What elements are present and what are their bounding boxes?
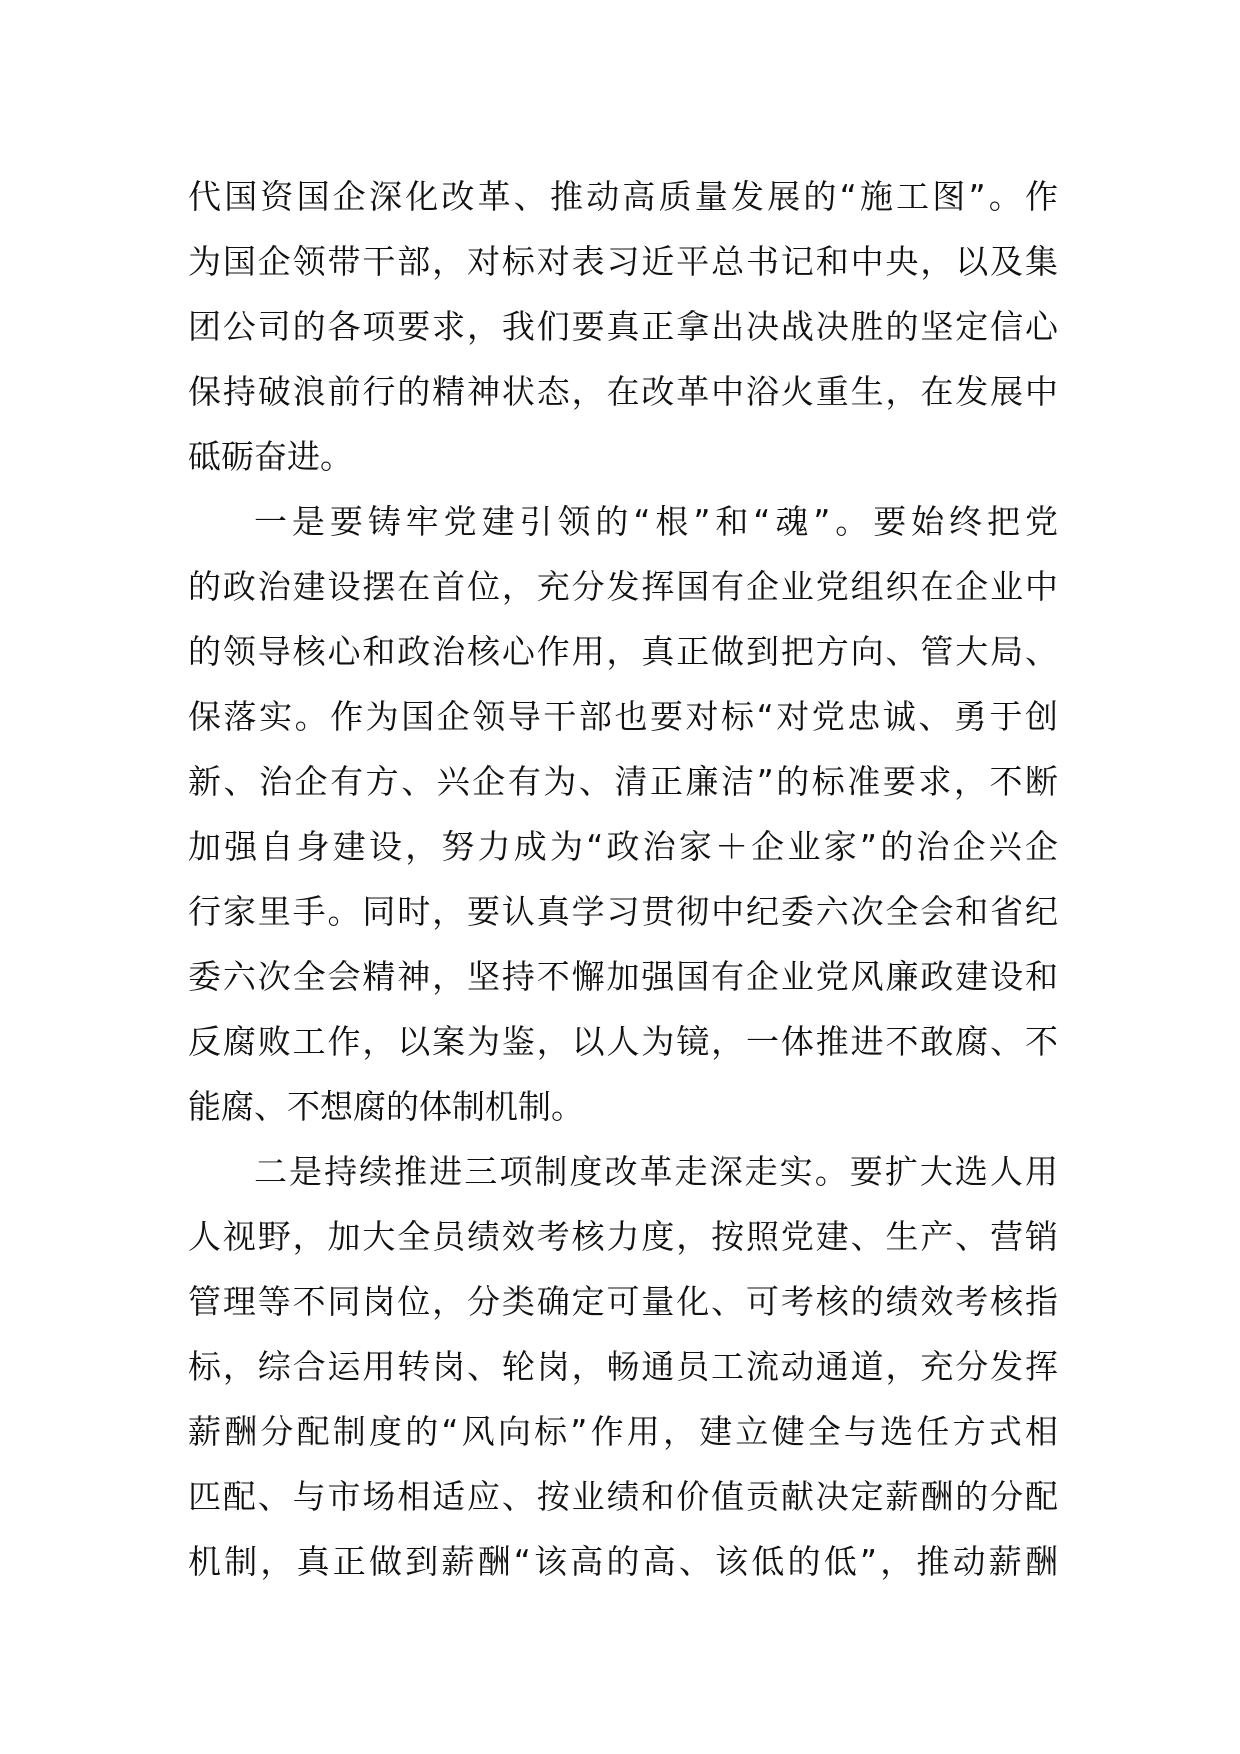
- paragraph-3: [188, 1139, 1058, 1594]
- text-line: 的领导核心和政治核心作用，真正做到把方向、管大局、: [188, 632, 1058, 671]
- paragraph-2: [188, 489, 1058, 1139]
- text-line: 反腐败工作，以案为鉴，以人为镜，一体推进不敢腐、不: [188, 1022, 1058, 1061]
- text-line: 为国企领带干部，对标对表习近平总书记和中央，以及集: [188, 242, 1058, 281]
- text-line: 匹配、与市场相适应、按业绩和价值贡献决定薪酬的分配: [188, 1477, 1058, 1516]
- text-line: 人视野，加大全员绩效考核力度，按照党建、生产、营销: [188, 1217, 1058, 1256]
- text-line: 砥砺奋进。: [188, 437, 353, 476]
- text-line: 管理等不同岗位，分类确定可量化、可考核的绩效考核指: [188, 1282, 1058, 1321]
- text-line: 二是持续推进三项制度改革走深走实。要扩大选人用: [254, 1152, 1058, 1191]
- text-line: 薪酬分配制度的“风向标”作用，建立健全与选任方式相: [188, 1412, 1058, 1451]
- text-line: 保落实。作为国企领导干部也要对标“对党忠诚、勇于创: [188, 697, 1058, 736]
- text-line: 加强自身建设，努力成为“政治家＋企业家”的治企兴企: [188, 827, 1058, 866]
- text-line: 一是要铸牢党建引领的“根”和“魂”。要始终把党: [254, 502, 1058, 541]
- text-line: 的政治建设摆在首位，充分发挥国有企业党组织在企业中: [188, 567, 1058, 606]
- text-line: 能腐、不想腐的体制机制。: [188, 1087, 584, 1126]
- text-line: 代国资国企深化改革、推动高质量发展的“施工图”。作: [188, 177, 1058, 216]
- text-line: 机制，真正做到薪酬“该高的高、该低的低”，推动薪酬: [188, 1542, 1058, 1581]
- text-line: 行家里手。同时，要认真学习贯彻中纪委六次全会和省纪: [188, 892, 1058, 931]
- text-line: 新、治企有方、兴企有为、清正廉洁”的标准要求，不断: [188, 762, 1058, 801]
- text-line: 保持破浪前行的精神状态，在改革中浴火重生，在发展中: [188, 372, 1058, 411]
- paragraph-1: [188, 164, 1058, 489]
- body-text: [188, 164, 1058, 1594]
- text-line: 团公司的各项要求，我们要真正拿出决战决胜的坚定信心: [188, 307, 1058, 346]
- text-line: 委六次全会精神，坚持不懈加强国有企业党风廉政建设和: [188, 957, 1058, 996]
- text-line: 标，综合运用转岗、轮岗，畅通员工流动通道，充分发挥: [188, 1347, 1058, 1386]
